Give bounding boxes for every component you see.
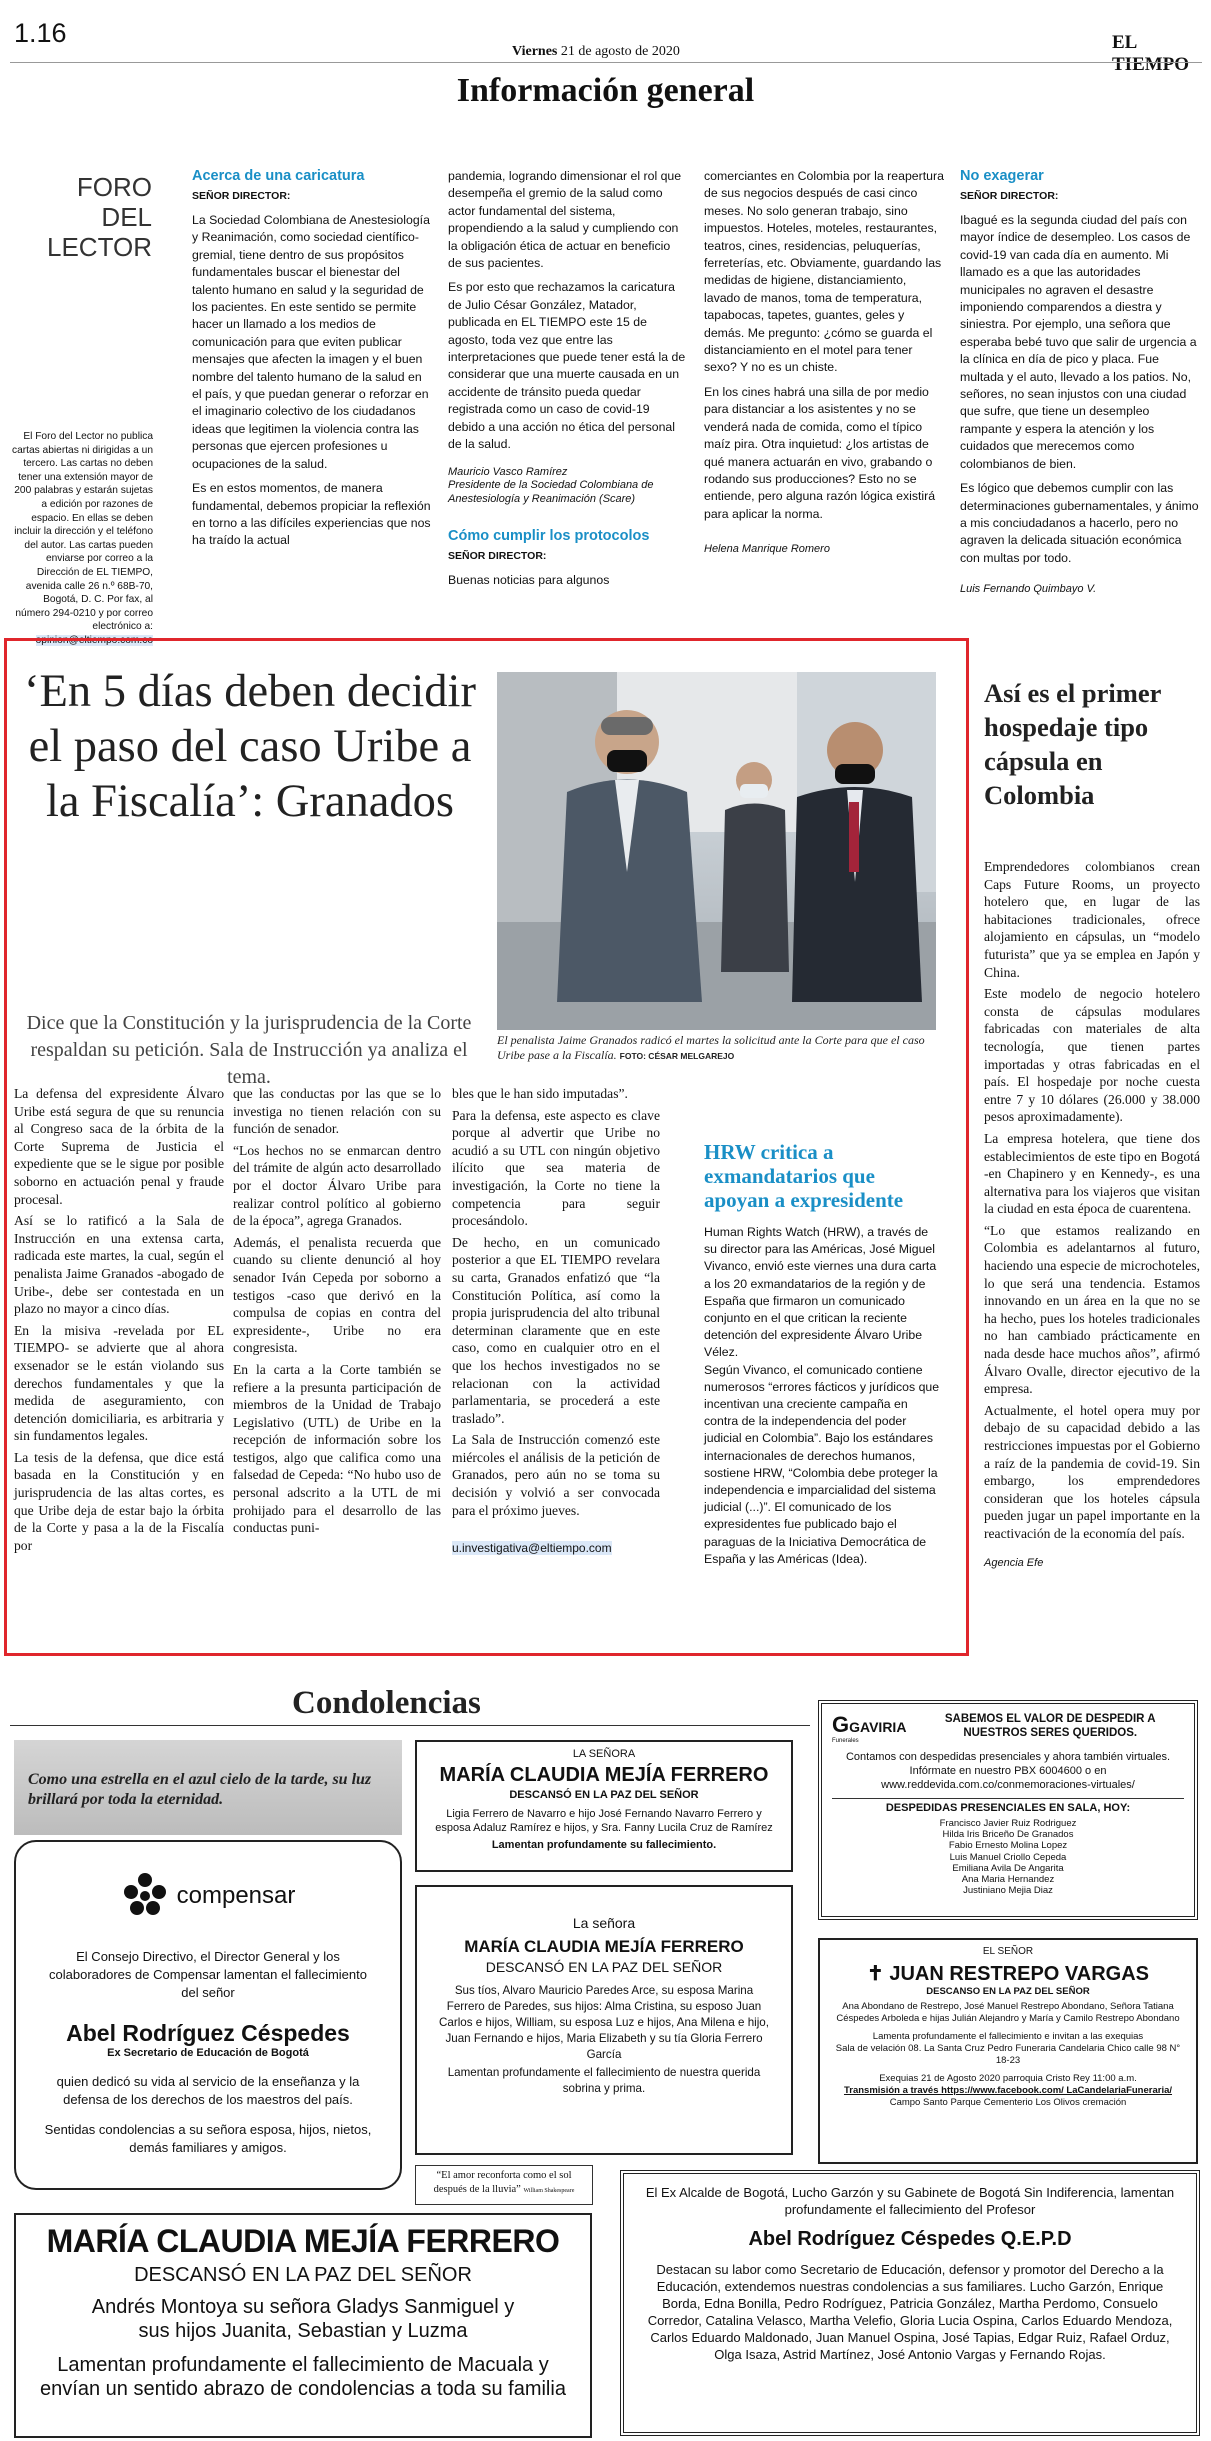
list-item: Fabio Ernesto Molina Lopez xyxy=(948,1840,1068,1852)
signature: Helena Manrique Romero xyxy=(704,543,830,556)
notice-rip: DESCANSO EN LA PAZ DEL SEÑOR xyxy=(926,1986,1090,1997)
section-title: Información general xyxy=(456,72,755,109)
gaviria-logo: GGAVIRIA Funerales xyxy=(832,1712,907,1744)
body-text: bles que le han sido imputadas”. xyxy=(452,1086,628,1101)
deceased-name: MARÍA CLAUDIA MEJÍA FERRERO xyxy=(439,1764,769,1786)
notice-text: Sus tíos, Alvaro Mauricio Paredes Arce, su esposa Marina Ferrero de Paredes, sus hijos: Alma Cristina, su esposo Juan Carlos e hijos, William, su esposa Luz e hijos, Ana Milena e hijo, Juan Fernando e hijos, Maria Elizabeth y su tía Gloria Ferrero García xyxy=(439,1984,769,2061)
issue-date: Viernes 21 de agosto de 2020 xyxy=(512,44,680,59)
quote-banner: Como una estrella en el azul cielo de la tarde, su luz brillará por toda la eternidad. xyxy=(14,1740,402,1835)
letter-text: pandemia, logrando dimensionar el rol que desempeña el gremio de la salud como actor fundamental del sistema, propendiendo a la salud y cumpliendo con la obligación ética de actuar en beneficio de sus pacientes. xyxy=(448,169,682,271)
notice-text: Ligia Ferrero de Navarro e hijo José Fernando Navarro Ferrero y esposa Adaluz Ramírez e hijos, y Sra. Fanny Lucila Cruz de Ramírez xyxy=(435,1808,773,1834)
body-text: Además, el penalista recuerda que cuando su cliente denunció al hoy senador Iván Cepeda por soborno a testigos -caso que derivó en la compulsa de copias en contra del expresidente-, Uribe no era congresista. xyxy=(233,1234,441,1356)
letter-text: La Sociedad Colombiana de Anestesiología y Reanimación, como sociedad científico-gremial, tiene dentro de sus propósitos fundamentales buscar el bienestar del talento humano en salud y la seguridad de los pacientes. En este sentido se permite hacer un llamado a los medios de comunicación para que eviten publicar mensajes que afecten la imagen y el buen nombre del talento humano de la salud en el país, y que puedan generar o reforzar en el imaginario colectivo de los ciudadanos ideas que legitimen la violencia contra las personas que ejercen profesiones u ocupaciones de la salud. xyxy=(192,213,430,471)
notice-text: Sala de velación 08. La Santa Cruz Pedro Funeraria Candelaria Chico calle 98 N° 18-23 xyxy=(835,2043,1181,2066)
body-text: Este modelo de negocio hotelero consta de cápsulas modulares fabricadas con materiales de alta tecnología, que tienen partes importadas y otras fabricadas en el país. El hospedaje por noche cuesta entre 7 y 10 dólares (26.000 y 38.000 pesos aproximadamente). xyxy=(984,986,1200,1125)
notice-prefix: La señora xyxy=(572,1915,636,1931)
compensar-text: quien dedicó su vida al servicio de la enseñanza y la defensa de los derechos de los maestros del país. xyxy=(56,2074,360,2107)
body-text: La empresa hotelera, que tiene dos establecimientos de este tipo en Bogotá -en Chapinero y en Kennedy-, es una alternativa para los viajeros que visitan la ciudad en esta época de cuarentena. xyxy=(984,1130,1200,1217)
body-text: De hecho, en un comunicado posterior a que EL TIEMPO revelara su carta, Granados enfatizó que “la Constitución Política, así como la propia jurisprudencia del alto tribunal determinan claramente que en este caso, como en cualquier otro en el que los hechos investigados no se relacionan con la actividad parlamentaria, se procederá a este traslado”. xyxy=(452,1234,660,1426)
salutation: SEÑOR DIRECTOR: xyxy=(448,549,547,562)
notice-prefix: EL SEÑOR xyxy=(982,1946,1034,1957)
letter-3-col xyxy=(960,168,1200,595)
reporter-email-link[interactable]: u.investigativa@eltiempo.com xyxy=(452,1541,612,1556)
body-text: En la misiva -revelada por EL TIEMPO- se advierte que al ahora exsenador se le están violando sus derechos fundamentales y que la medida de aseguramiento, con detención domiciliaria, es arbitraria y sin fundamentos legales. xyxy=(14,1322,224,1444)
gaviria-names xyxy=(832,1818,1184,1896)
letter-text: Es lógico que debemos cumplir con las determinaciones gubernamentales, y ánimo a mis conciudadanos a hacerlo, pero no agraven la delicada situación económica con multas por todo. xyxy=(960,481,1199,565)
body-text: La defensa del expresidente Álvaro Uribe está segura de que su renuncia al Congreso saca de la órbita de la Corte Suprema de Justicia el expediente que se le sigue por posible soborno en actuación penal y fraude procesal. xyxy=(14,1086,224,1207)
signature: Mauricio Vasco Ramírez xyxy=(448,465,568,478)
foro-title: FORO DEL LECTOR xyxy=(47,172,152,262)
shakespeare-quote: “El amor reconforta como el sol después de la lluvia” William Shakespeare xyxy=(415,2165,593,2205)
letter-text: Es por esto que rechazamos la caricatura de Julio César González, Matador, publicada en EL TIEMPO este 15 de agosto, toda vez que entre las interpretaciones que puede tener está la de considerar que una muerte causada en un accidente de tránsito pueda quedar registrada como un caso de covid-19 debido a una acción no ética del personal de la salud. xyxy=(448,280,686,452)
list-item: Emiliana Avila De Angarita xyxy=(952,1862,1064,1874)
body-text: En la carta a la Corte también se refiere a la presunta participación de miembros de la Unidad de Trabajo Legislativo (UTL) de Uribe en la recepción de información sobre los testigos, algo que califica como una falsedad de Cepeda: “No hubo uso de personal adscrito a la UTL de mi prohijado para el desarrollo de las conductas puni- xyxy=(233,1361,441,1536)
body-text: Actualmente, el hotel opera muy por debajo de su capacidad debido a las restricciones impuestas por el Gobierno a raíz de la pandemia de covid-19. Sin embargo, los emprendedores consideran que los hoteles cápsula pueden jugar un papel importante en la reactivación de la economía del país. xyxy=(984,1402,1200,1541)
notice-closing: Lamentan profundamente el fallecimiento de Macuala y envían un sentido abrazo de condolencias a toda su familia xyxy=(40,2354,566,2400)
list-item: Ana Maria Hernandez xyxy=(961,1874,1055,1886)
list-item: Hilda Iris Briceño De Granados xyxy=(942,1829,1074,1841)
notice-abel-qepd xyxy=(620,2170,1200,2436)
signature-role: Presidente de la Sociedad Colombiana de Anestesiología y Reanimación (Scare) xyxy=(448,478,654,505)
notice-rip: DESCANSÓ EN LA PAZ DEL SEÑOR xyxy=(134,2264,472,2286)
body-text: Para la defensa, este aspecto es clave porque al advertir que Uribe no acudió a su UTL con ningún objetivo ilícito que sea materia de investigación, la Corte no tiene la competencia para seguir procesándolo. xyxy=(452,1107,660,1229)
compensar-notice xyxy=(14,1840,402,2190)
letter-1-title: Acerca de una caricatura xyxy=(192,168,365,184)
hrw-title: HRW critica a exmandatarios que apoyan a expresidente xyxy=(704,1140,904,1212)
letter-text: Ibagué es la segunda ciudad del país con mayor índice de desempleo. Los casos de covid-19 van cada día en aumento. Mi llamado es a que las autoridades municipales no agraven el desastre imponiendo comparendos a diestra y siniestra. Por ejemplo, una señora que esperaba bebé tuvo que salir de urgencia a la clínica en día de pico y placa. Fue multada y el auto, llevado a los patios. No, señores, no sean injustos con una ciudad que sufre, que tiene un desempleo rampante y espera la atención y los cuidados que merecemos como colombianos de bien. xyxy=(960,213,1197,471)
letter-2-col xyxy=(704,168,944,555)
letter-text: En los cines habrá una silla de por medio para distanciar a los asistentes y no se venderá nada de comida, como el típico maíz pira. Otra inquietud: ¿los artistas de qué manera actuarán en vivo, grabando o rodando sus producciones? Esto no se entiende, pero alguna razón lógica existirá para aplicar la norma. xyxy=(704,384,936,521)
hrw-text: Human Rights Watch (HRW), a través de su director para las Américas, José Miguel Vivanco, envió este viernes una dura carta a los 20 exmandatarios de la región y de España que firmaron un comunicado conjunto en el que critican la reciente detención del expresidente Álvaro Uribe Vélez. xyxy=(704,1225,937,1360)
hrw-text: Según Vivanco, el comunicado contiene numerosos “errores fácticos y jurídicos que incentivan una creciente campaña en contra de la independencia del poder judicial en Colombia”. Bajo los estándares internacionales de derechos humanos, sostiene HRW, “Colombia debe proteger la independencia e imparcialidad del sistema judicial (...)”. El comunicado de los expresidentes fue publicado bajo el paraguas de la Iniciativa Democrática de España y las Américas (Idea). xyxy=(704,1362,940,1566)
hrw-sidebar xyxy=(704,1140,944,1568)
notice-closing: Lamentan profundamente su fallecimiento. xyxy=(491,1839,717,1851)
notice-intro: El Ex Alcalde de Bogotá, Lucho Garzón y su Gabinete de Bogotá Sin Indiferencia, lamentan profundamente el fallecimiento del Profesor xyxy=(645,2185,1175,2217)
three-men-walking-photo xyxy=(497,672,936,1030)
body-text: La tesis de la defensa, que dice está basada en la Constitución y en jurisprudencia de las altas cortes, es que Uribe deja de estar bajo la órbita de la Corte y pasa a la de la Fiscalía por xyxy=(14,1449,224,1553)
letter-text: Es en estos momentos, de manera fundamental, debemos propiciar la reflexión en torno a las difíciles experiencias que nos ha traído la actual xyxy=(192,481,431,548)
letter-2-title: Cómo cumplir los protocolos xyxy=(448,527,650,544)
compensar-text: Sentidas condolencias a su señora esposa, hijos, nietos, demás familiares y amigos. xyxy=(44,2122,372,2155)
compensar-logo: compensar xyxy=(40,1872,376,1920)
notice-text: Destacan su labor como Secretario de Educación, defensor y promotor del Derecho a la Educación, extendemos nuestras condolencias a sus familiares. Lucho Garzón, Enrique Borda, Edna Bonilla, Pedro Rodríguez, Patricia González, Martha Perdomo, Consuelo Corredor, Catalina Velasco, Martha Velefio, Gloria Lucia Ospina, Carlos Eduardo Mendoza, Carlos Eduardo Maldonado, Juan Manuel Ospina, José Tapias, Edgar Ruiz, Rafael Orduz, Olga Isaza, Astrid Martínez, José Antonio Vargas y Fernando Rojas. xyxy=(647,2262,1173,2362)
facebook-link[interactable]: Transmisión a través https://www.facebook.com/ LaCandelariaFuneraria/ xyxy=(843,2085,1173,2096)
masthead: EL TIEMPO xyxy=(1112,32,1190,75)
notice-text: Lamenta profundamente el fallecimiento e invitan a las exequias xyxy=(872,2031,1144,2042)
deceased-name: Abel Rodríguez Céspedes Q.E.P.D xyxy=(748,2228,1072,2250)
notice-maria-claudia-big xyxy=(14,2213,592,2438)
body-text: “Los hechos no se enmarcan dentro del trámite de algún acto desarrollado por el doctor Álvaro Uribe para realizar control político al gobierno de la época”, agrega Granados. xyxy=(233,1142,441,1229)
salutation: SEÑOR DIRECTOR: xyxy=(960,190,1059,202)
compensar-intro: El Consejo Directivo, el Director General y los colaboradores de Compensar lamentan el fallecimiento del señor xyxy=(49,1949,367,2000)
article-photo xyxy=(497,672,936,1030)
body-text: “Lo que estamos realizando en Colombia es adelantarnos al futuro, haciendo una especie de microchoteles, lo que será una tendencia. Estamos innovando en un área en la que no se ha hecho, pues los hoteles tradicionales no han cambiado prácticamente en nada desde hace muchos años”, afirmó Álvaro Ovalle, director ejecutivo de la empresa. xyxy=(984,1222,1200,1397)
letter-1-col-b xyxy=(448,168,686,589)
gaviria-text: Contamos con despedidas presenciales y ahora también virtuales. Infórmate en nuestro PBX 6004600 o en www.reddevida.com.co/conmemoraciones-virtuales/ xyxy=(845,1751,1171,1791)
notice-rip: DESCANSÓ EN LA PAZ DEL SEÑOR xyxy=(509,1789,699,1801)
body-text: Así se lo ratificó a la Sala de Instrucción en una extensa carta, radicada este martes, la cual, según el penalista Jaime Granados -abogado de Uribe-, debe ser contestada en un plazo no mayor a cinco días. xyxy=(14,1213,224,1317)
list-item: Francisco Javier Ruiz Rodriguez xyxy=(939,1818,1077,1829)
list-item: Luis Manuel Criollo Cepeda xyxy=(949,1851,1067,1863)
notice-text: Exequias 21 de Agosto 2020 parroquia Cristo Rey 11:00 a.m. xyxy=(879,2073,1137,2084)
photo-caption: El penalista Jaime Granados radicó el martes la solicitud ante la Corte para que el caso Uribe pase a la Fiscalía. FOTO: CÉSAR MELGAREJO xyxy=(497,1033,925,1062)
letter-text: Buenas noticias para algunos xyxy=(448,572,610,587)
salutation: SEÑOR DIRECTOR: xyxy=(192,190,291,202)
article-headline: ‘En 5 días deben decidir el paso del caso Uribe a la Fiscalía’: Granados xyxy=(24,666,476,827)
deceased-name: MARÍA CLAUDIA MEJÍA FERRERO xyxy=(46,2223,560,2259)
article-subhead: Dice que la Constitución y la jurisprudencia de la Corte respaldan su petición. Sala de Instrucción ya analiza el tema. xyxy=(26,1012,472,1088)
article-col-3 xyxy=(452,1085,660,1556)
notice-maria-claudia-1 xyxy=(415,1740,793,1872)
deceased-name: MARÍA CLAUDIA MEJÍA FERRERO xyxy=(464,1937,744,1956)
body-text: que las conductas por las que se lo investiga no tienen relación con su función de senador. xyxy=(233,1086,441,1137)
article-col-1 xyxy=(14,1085,224,1554)
signature: Luis Fernando Quimbayo V. xyxy=(960,583,1097,596)
notice-text: Ana Abondano de Restrepo, José Manuel Restrepo Abondano, Señora Tatiana Céspedes Arboleda e hijas Julián Alejandro y María y Camilo Restrepo Abondano xyxy=(836,2001,1180,2024)
notice-prefix: LA SEÑORA xyxy=(572,1748,636,1760)
gaviria-subtitle: DESPEDIDAS PRESENCIALES EN SALA, HOY: xyxy=(832,1798,1184,1814)
divider xyxy=(10,62,1202,63)
notice-text: Andrés Montoya su señora Gladys Sanmiguel y sus hijos Juanita, Sebastian y Luzma xyxy=(91,2296,515,2342)
letter-3-title: No exagerar xyxy=(960,168,1044,184)
hotel-headline: Así es el primer hospedaje tipo cápsula en Colombia xyxy=(984,678,1161,810)
gaviria-headline: SABEMOS EL VALOR DE DESPEDIR A NUESTROS SERES QUERIDOS. xyxy=(944,1713,1156,1739)
notice-rip: DESCANSÓ EN LA PAZ DEL SEÑOR xyxy=(485,1959,723,1975)
divider xyxy=(10,1725,810,1726)
page-number: 1.16 xyxy=(14,18,67,48)
cross-icon: ✝ xyxy=(867,1963,890,1985)
deceased-role: Ex Secretario de Educación de Bogotá xyxy=(107,2047,309,2059)
notice-text: Campo Santo Parque Cementerio Los Olivos cremación xyxy=(889,2097,1127,2108)
letter-text: comerciantes en Colombia por la reapertura de sus negocios después de casi cinco meses. No solo generan trabajo, sino impuestos. Hoteles, moteles, restaurantes, teatros, cines, residencias, peluquerías, ferreterías, etc. Obviamente, guardando las medidas de higiene, distanciamiento, lavado de manos, toma de temperatura, tapabocas, tapetes, guantes, geles y demás. Me pregunto: ¿cómo se guarda el distanciamiento en el motel para tener sexo? Y no es un chiste. xyxy=(704,169,944,375)
foro-note: El Foro del Lector no publica cartas abiertas ni dirigidas a un tercero. Las cartas no deben tener una extensión mayor de 200 palabras y estarán sujetas a edición por razones de espacio. En ellas se deben incluir la dirección y el teléfono del autor. Las cartas pueden enviarse por correo a la Dirección de EL TIEMPO, avenida calle 26 n.º 68B-70, Bogotá, D. C. Por fax, al número 294-0210 y por correo electrónico a: opinion@eltiempo.com.co xyxy=(11,431,153,646)
letter-1-col-a xyxy=(192,168,432,550)
list-item: Justiniano Mejia Diaz xyxy=(963,1885,1053,1897)
deceased-name: JUAN RESTREPO VARGAS xyxy=(889,1963,1149,1985)
deceased-name: Abel Rodríguez Céspedes xyxy=(66,2020,350,2046)
notice-juan-restrepo xyxy=(818,1938,1198,2164)
article-col-2 xyxy=(233,1085,441,1537)
compensar-logo-icon xyxy=(121,1872,169,1920)
hotel-text xyxy=(984,858,1200,1569)
body-text: Emprendedores colombianos crean Caps Future Rooms, un proyecto hotelero que, en lugar de las habitaciones tradicionales, ofrece alojamiento en cápsulas, un “modelo futurista” que ya se emplea en Japón y China. xyxy=(984,859,1200,980)
body-text: La Sala de Instrucción comenzó este miércoles el análisis de la petición de Granados, pero aún no se toma su decisión y volvió a ser convocada para el próximo jueves. xyxy=(452,1432,660,1518)
condolences-title: Condolencias xyxy=(292,1685,481,1721)
foro-email-link[interactable]: opinion@eltiempo.com.co xyxy=(35,634,153,646)
notice-closing: Lamentan profundamente el fallecimiento de nuestra querida sobrina y prima. xyxy=(447,2066,761,2095)
signature: Agencia Efe xyxy=(984,1556,1044,1569)
gaviria-notice xyxy=(818,1700,1198,1920)
notice-maria-claudia-2 xyxy=(415,1885,793,2155)
